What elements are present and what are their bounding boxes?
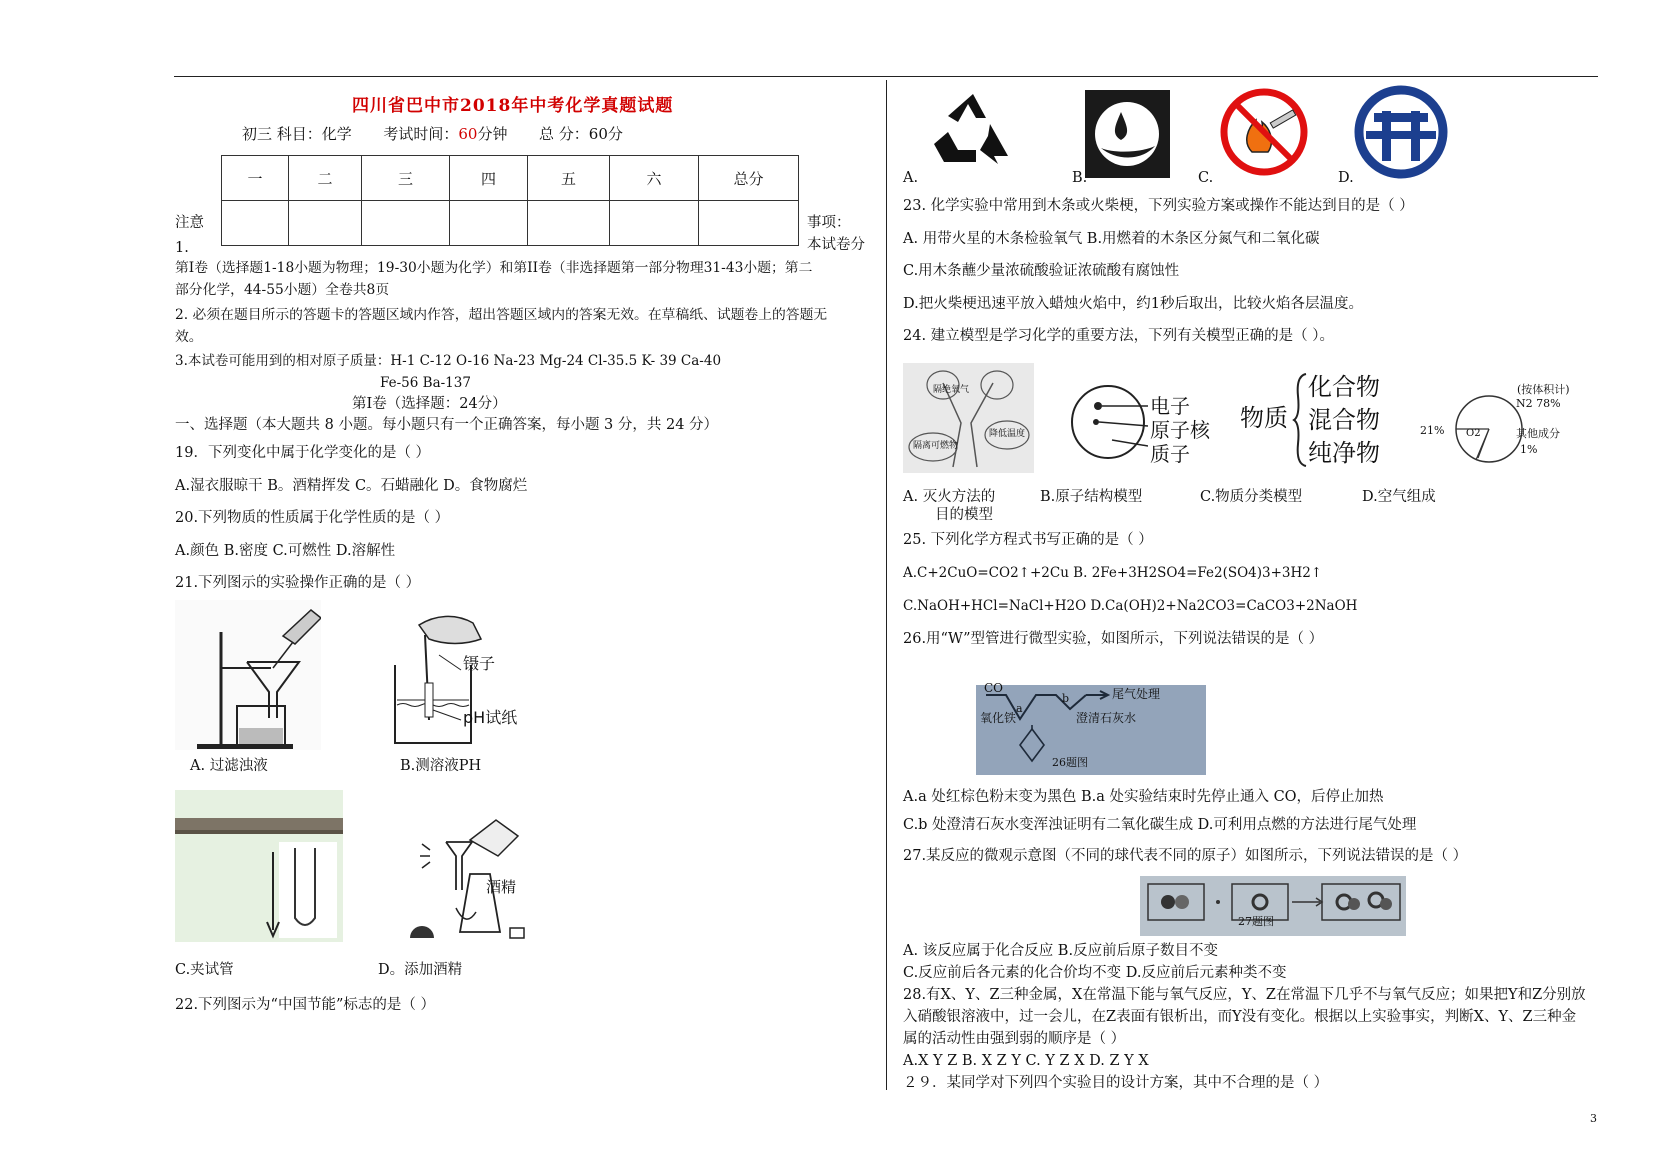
recycle-logo-icon bbox=[928, 88, 1018, 176]
q23-option-c: C.用木条蘸少量浓硫酸验证浓硫酸有腐蚀性 bbox=[903, 263, 1180, 279]
section-intro: 一、选择题（本大题共 8 小题。每小题只有一个正确答案，每小题 3 分，共 24 分） bbox=[175, 417, 719, 433]
atom-label-proton: 质子 bbox=[1150, 442, 1190, 466]
score-cell bbox=[699, 201, 799, 246]
q23-stem: 23. 化学实验中常用到木条或火柴梗，下列实验方案或操作不能达到目的是（ ） bbox=[903, 198, 1414, 214]
score-header-1: 一 bbox=[222, 156, 289, 201]
notes-label: 注意 bbox=[175, 215, 204, 231]
fire-extinguish-model-figure bbox=[903, 363, 1034, 473]
air-label-by-volume: (按体积计) bbox=[1517, 383, 1570, 396]
q21-option-d: D。添加酒精 bbox=[378, 962, 463, 978]
alcohol-label: 酒精 bbox=[486, 878, 517, 896]
q24-option-b: B.原子结构模型 bbox=[1040, 489, 1143, 505]
note-line-3: 2. 必须在题目所示的答题卡的答题区域内作答，超出答题区域内的答案无效。在草稿纸、试题卷上的答题无 bbox=[175, 307, 828, 323]
w-tube-label-limewater: 澄清石灰水 bbox=[1076, 711, 1137, 725]
q20-options: A.颜色 B.密度 C.可燃性 D.溶解性 bbox=[175, 543, 396, 559]
tree-model-drawing bbox=[903, 363, 1034, 473]
score-table bbox=[221, 155, 799, 246]
score-header-3: 三 bbox=[362, 156, 450, 201]
exam-time-label: 考试时间： bbox=[383, 125, 459, 143]
ph-paper-label: pH试纸 bbox=[463, 708, 518, 727]
exam-total: 总 分：60分 bbox=[539, 125, 623, 143]
matter-brace bbox=[1292, 372, 1308, 468]
air-label-1: 1% bbox=[1520, 443, 1538, 456]
q28-line-1: 28.有X、Y、Z三种金属，X在常温下能与氧气反应，Y、Z在常温下几乎不与氧气反应；如果把Y和Z分别放 bbox=[903, 987, 1586, 1003]
score-cell bbox=[222, 201, 289, 246]
score-header-2: 二 bbox=[289, 156, 362, 201]
w-tube-drawing bbox=[976, 685, 1206, 775]
air-label-other: 其他成分 bbox=[1516, 427, 1560, 440]
q24-option-d: D.空气组成 bbox=[1362, 489, 1436, 505]
matter-pure: 纯净物 bbox=[1308, 439, 1380, 467]
q24-stem: 24. 建立模型是学习化学的重要方法，下列有关模型正确的是（ ）。 bbox=[903, 328, 1335, 344]
q27-options-ab: A. 该反应属于化合反应 B.反应前后原子数目不变 bbox=[903, 943, 1219, 959]
score-header-5: 五 bbox=[528, 156, 610, 201]
q27-options-cd: C.反应前后各元素的化合价均不变 D.反应前后元素种类不变 bbox=[903, 965, 1287, 981]
page-number: 3 bbox=[1590, 1112, 1597, 1125]
q20-stem: 20.下列物质的性质属于化学性质的是（ ） bbox=[175, 510, 450, 526]
q24-option-a-2: 目的模型 bbox=[935, 507, 993, 523]
q22-option-b: B. bbox=[1072, 170, 1088, 186]
reaction-micro-figure bbox=[1140, 876, 1406, 936]
air-composition-pie bbox=[1452, 392, 1526, 466]
ph-test-figure bbox=[385, 605, 525, 750]
tree-label-3: 降低温度 bbox=[989, 429, 1026, 439]
atom-label-nucleus: 原子核 bbox=[1150, 418, 1210, 442]
q22-option-c: C. bbox=[1198, 170, 1214, 186]
score-header-row bbox=[222, 156, 799, 201]
q24-option-a-1: A. 灭火方法的 bbox=[903, 489, 996, 505]
air-label-o2: O2 bbox=[1466, 428, 1481, 439]
score-cell bbox=[289, 201, 362, 246]
score-header-4: 四 bbox=[450, 156, 528, 201]
q19-stem: 19．下列变化中属于化学变化的是（ ） bbox=[175, 445, 431, 461]
q21-option-c: C.夹试管 bbox=[175, 962, 234, 978]
w-tube-label-co: CO bbox=[984, 681, 1004, 695]
exam-subject: 初三 科目：化学 bbox=[242, 125, 352, 143]
atom-label-electron: 电子 bbox=[1150, 394, 1190, 418]
score-cell bbox=[362, 201, 450, 246]
air-label-21: 21% bbox=[1420, 424, 1445, 437]
score-header-total: 总分 bbox=[699, 156, 799, 201]
note-line-2: 部分化学，44-55小题）全卷共8页 bbox=[175, 282, 390, 298]
q19-options: A.湿衣服晾干 B。酒精挥发 C。石蜡融化 D。食物腐烂 bbox=[175, 478, 528, 494]
q22-option-a: A. bbox=[903, 170, 919, 186]
reaction-caption: 27题图 bbox=[1238, 915, 1274, 928]
q26-options-ab: A.a 处红棕色粉末变为黑色 B.a 处实验结束时先停止通入 CO，后停止加热 bbox=[903, 789, 1384, 805]
q28-options: A.X Y Z B. X Z Y C. Y Z X D. Z Y X bbox=[903, 1053, 1149, 1069]
score-cell bbox=[450, 201, 528, 246]
score-blank-row bbox=[222, 201, 799, 246]
q21-option-b: B.测溶液PH bbox=[400, 758, 482, 774]
exam-info bbox=[242, 124, 623, 144]
atom-model-figure bbox=[1068, 380, 1148, 464]
test-tube-clamp-figure bbox=[175, 790, 343, 942]
note-line-1: 第Ⅰ卷（选择题1-18小题为物理；19-30小题为化学）和第II卷（非选择题第一部分物理31-43小题；第二 bbox=[175, 260, 813, 276]
water-saving-logo-icon bbox=[1085, 90, 1170, 178]
q27-stem: 27.某反应的微观示意图（不同的球代表不同的原子）如图所示，下列说法错误的是（ ） bbox=[903, 848, 1468, 864]
q26-options-cd: C.b 处澄清石灰水变浑浊证明有二氧化碳生成 D.可利用点燃的方法进行尾气处理 bbox=[903, 817, 1417, 833]
exam-time-unit: 分钟 bbox=[477, 125, 508, 143]
exam-time-value: 60 bbox=[458, 125, 478, 143]
matter-label: 物质 bbox=[1240, 404, 1288, 432]
score-cell bbox=[610, 201, 699, 246]
q21-option-a: A. 过滤浊液 bbox=[190, 758, 268, 774]
q23-options-ab: A. 用带火星的木条检验氧气 B.用燃着的木条区分氮气和二氧化碳 bbox=[903, 231, 1320, 247]
notes-label-right: 事项： bbox=[807, 215, 851, 231]
top-rule bbox=[174, 76, 1598, 77]
q24-option-c: C.物质分类模型 bbox=[1200, 489, 1303, 505]
score-header-6: 六 bbox=[610, 156, 699, 201]
note-line-6: Fe-56 Ba-137 bbox=[380, 375, 471, 391]
column-divider bbox=[886, 80, 887, 1090]
tweezers-label: 镊子 bbox=[463, 654, 496, 673]
q28-line-2: 入硝酸银溶液中，过一会儿，在Z表面有银析出，而Y没有变化。根据以上实验事实，判断X、Y、Z三种金 bbox=[903, 1009, 1577, 1025]
add-alcohol-figure bbox=[400, 812, 540, 947]
filtration-figure bbox=[175, 600, 321, 750]
q26-stem: 26.用“W”型管进行微型实验，如图所示，下列说法错误的是（ ） bbox=[903, 631, 1324, 647]
notes-number: 1. bbox=[175, 240, 189, 256]
china-energy-saving-logo-icon bbox=[1352, 85, 1450, 179]
no-fire-logo-icon bbox=[1218, 86, 1310, 178]
q25-options-ab: A.C+2CuO=CO2↑+2Cu B. 2Fe+3H2SO4=Fe2(SO4)3+3H2↑ bbox=[903, 565, 1323, 581]
q28-line-3: 属的活动性由强到弱的顺序是（ ） bbox=[903, 1031, 1126, 1047]
q29-stem: ２９．某同学对下列四个实验目的设计方案，其中不合理的是（ ） bbox=[903, 1075, 1329, 1091]
w-tube-caption: 26题图 bbox=[1052, 756, 1088, 769]
tree-label-2: 隔离可燃物 bbox=[913, 441, 959, 451]
score-cell bbox=[528, 201, 610, 246]
notes-label-right-2: 本试卷分 bbox=[807, 237, 865, 253]
note-line-5: 3.本试卷可能用到的相对原子质量：H-1 C-12 O-16 Na-23 Mg-24 Cl-35.5 K- 39 Ca-40 bbox=[175, 353, 722, 369]
w-tube-label-exhaust: 尾气处理 bbox=[1112, 687, 1161, 701]
q22-option-d: D. bbox=[1338, 170, 1354, 186]
w-tube-label-iron-oxide: 氧化铁 bbox=[980, 711, 1017, 725]
matter-compound: 化合物 bbox=[1308, 373, 1380, 401]
section-heading: 第Ⅰ卷（选择题：24分） bbox=[352, 396, 507, 412]
q25-stem: 25. 下列化学方程式书写正确的是（ ） bbox=[903, 532, 1153, 548]
w-tube-label-b: b bbox=[1062, 692, 1070, 705]
q23-option-d: D.把火柴梗迅速平放入蜡烛火焰中，约1秒后取出，比较火焰各层温度。 bbox=[903, 296, 1363, 312]
air-label-n2: N2 78% bbox=[1516, 397, 1561, 410]
w-tube-label-a: a bbox=[1016, 702, 1023, 715]
q22-stem: 22.下列图示为“中国节能”标志的是（ ） bbox=[175, 997, 435, 1013]
page-title: 四川省巴中市2018年中考化学真题试题 bbox=[352, 96, 674, 116]
matter-mixture: 混合物 bbox=[1308, 406, 1380, 434]
note-line-4: 效。 bbox=[175, 329, 203, 345]
q25-options-cd: C.NaOH+HCl=NaCl+H2O D.Ca(OH)2+Na2CO3=CaCO3+2NaOH bbox=[903, 598, 1358, 614]
w-tube-figure bbox=[976, 681, 1206, 775]
tree-label-1: 隔绝氧气 bbox=[933, 385, 970, 395]
q21-stem: 21.下列图示的实验操作正确的是（ ） bbox=[175, 575, 421, 591]
